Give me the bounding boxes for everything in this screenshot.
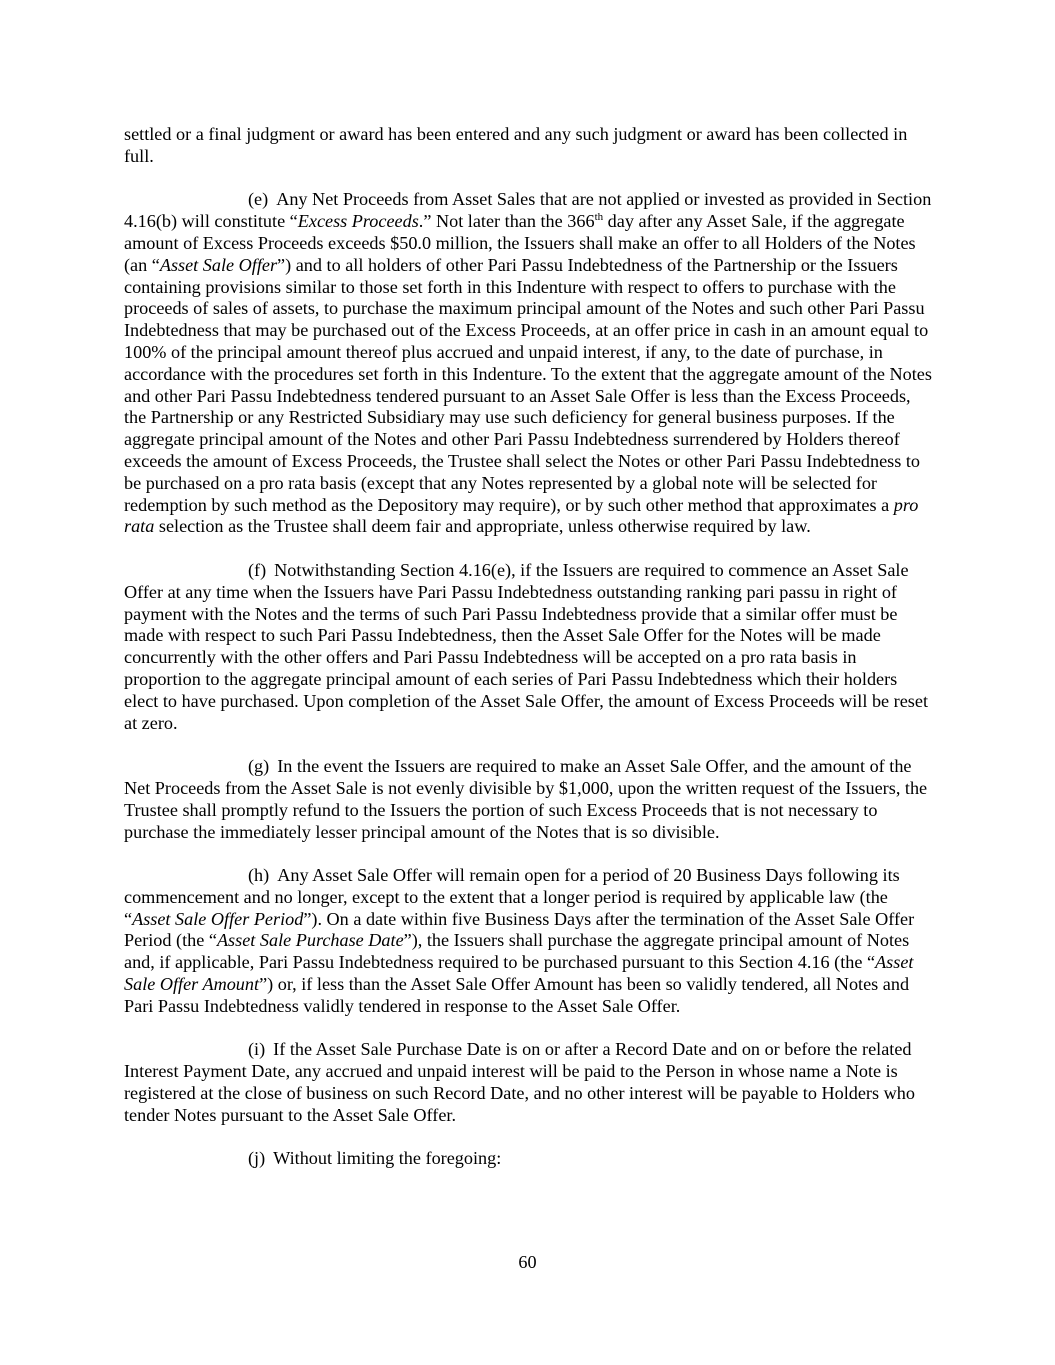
continuation-paragraph: settled or a final judgment or award has been entered and any such judgment or award has been collected in full.: [124, 124, 908, 166]
paragraph-h-text-4: ”) or, if less than the Asset Sale Offer Amount has been so validly tendered, all Notes and Pari Passu Indebtedness validly tendered in response to the Asset Sale Offer.: [124, 974, 910, 1016]
paragraph-j-text: Without limiting the foregoing:: [273, 1148, 502, 1169]
paragraph-j-label: (j): [248, 1148, 266, 1169]
paragraph-i-text: If the Asset Sale Purchase Date is on or after a Record Date and on or before the related Interest Payment Date, any accrued and unpaid interest will be paid to the Person in whose name a Note is registered at the close of business on such Record Date, and no other interest will be payable to Holders who tender Notes pursuant to the Asset Sale Offer.: [124, 1039, 915, 1125]
paragraph-e-text-4: ”) and to all holders of other Pari Passu Indebtedness of the Partnership or the Issuers containing provisions similar to those set forth in this Indenture with respect to offers to purchase with the proceeds of sales of assets, to purchase the maximum principal amount of the Notes and such other Pari Passu Indebtedness that may be purchased out of the Excess Proceeds, at an offer price in cash in an amount equal to 100% of the principal amount thereof plus accrued and unpaid interest, if any, to the date of purchase, in accordance with the procedures set forth in this Indenture. To the extent that the aggregate amount of the Notes and other Pari Passu Indebtedness tendered pursuant to an Asset Sale Offer is less than the Excess Proceeds, the Partnership or any Restricted Subsidiary may use such deficiency for general business purposes. If the aggregate principal amount of the Notes and other Pari Passu Indebtedness surrendered by Holders thereof exceeds the amount of Excess Proceeds, the Trustee shall select the Notes or other Pari Passu Indebtedness to be purchased on a pro rata basis (except that any Notes represented by a global note will be selected for redemption by such method as the Depository may require), or by such other method that approximates a: [124, 254, 932, 515]
paragraph-h: [124, 865, 934, 1018]
paragraph-e-text-3: day after any Asset Sale, if the aggregate amount of Excess Proceeds exceeds $50.0 million, the Issuers shall make an offer to all Holders of the Notes (an “: [124, 211, 916, 275]
term-pro-rata: pro rata: [124, 494, 919, 537]
paragraph-e-text-1: Any Net Proceeds from Asset Sales that are not applied or invested as provided in Section 4.16(b) will constitute “: [124, 189, 932, 232]
document-page: [124, 124, 934, 1192]
paragraph-e-text-2: .” Not later than the 366: [418, 211, 595, 232]
term-excess-proceeds: Excess Proceeds: [297, 211, 419, 232]
paragraph-f-text: Notwithstanding Section 4.16(e), if the Issuers are required to commence an Asset Sale Offer at any time when the Issuers have Pari Passu Indebtedness outstanding ranking pari passu in right of payment with the Notes and the terms of such Pari Passu Indebtedness provide that a similar offer must be made with respect to such Pari Passu Indebtedness, then the Asset Sale Offer for the Notes will be made concurrently with the other offers and Pari Passu Indebtedness will be accepted on a pro rata basis in proportion to the aggregate principal amount of each series of Pari Passu Indebtedness which their holders elect to have purchased. Upon completion of the Asset Sale Offer, the amount of Excess Proceeds will be reset at zero.: [124, 559, 928, 733]
term-asset-sale-offer-amount: Asset Sale Offer Amount: [124, 952, 914, 995]
paragraph-e-label: (e): [248, 189, 269, 210]
paragraph-e-text-5: selection as the Trustee shall deem fair and appropriate, unless otherwise required by law.: [154, 516, 811, 537]
paragraph-e: [124, 189, 934, 538]
paragraph-h-text-2: ”). On a date within five Business Days after the termination of the Asset Sale Offer Period (the “: [124, 908, 915, 951]
paragraph-h-text-1: Any Asset Sale Offer will remain open for a period of 20 Business Days following its commencement and no longer, except to the extent that a longer period is required by applicable law (the “: [124, 865, 900, 929]
paragraph-i-label: (i): [248, 1039, 266, 1060]
term-asset-sale-offer-period: Asset Sale Offer Period: [132, 908, 304, 929]
paragraph-h-text-3: ”), the Issuers shall purchase the aggregate principal amount of Notes and, if applicable, Pari Passu Indebtedness required to be purchased pursuant to this Section 4.16 (the “: [124, 930, 910, 973]
term-asset-sale-offer: Asset Sale Offer: [159, 254, 278, 275]
paragraph-j: [124, 1148, 934, 1170]
ordinal-suffix: th: [594, 211, 604, 224]
paragraph-f: [124, 560, 934, 734]
term-asset-sale-purchase-date: Asset Sale Purchase Date: [216, 930, 404, 951]
paragraph-f-label: (f): [248, 559, 267, 580]
paragraph-g: [124, 756, 934, 843]
paragraph-g-text: In the event the Issuers are required to make an Asset Sale Offer, and the amount of the Net Proceeds from the Asset Sale is not evenly divisible by $1,000, upon the written request of the Issuers, the Trustee shall promptly refund to the Issuers the portion of such Excess Proceeds that is not necessary to purchase the immediately lesser principal amount of the Notes that is so divisible.: [124, 756, 928, 842]
paragraph-i: [124, 1039, 934, 1126]
paragraph-h-label: (h): [248, 865, 270, 886]
page-number: 60: [518, 1252, 537, 1272]
paragraph-g-label: (g): [248, 756, 270, 777]
